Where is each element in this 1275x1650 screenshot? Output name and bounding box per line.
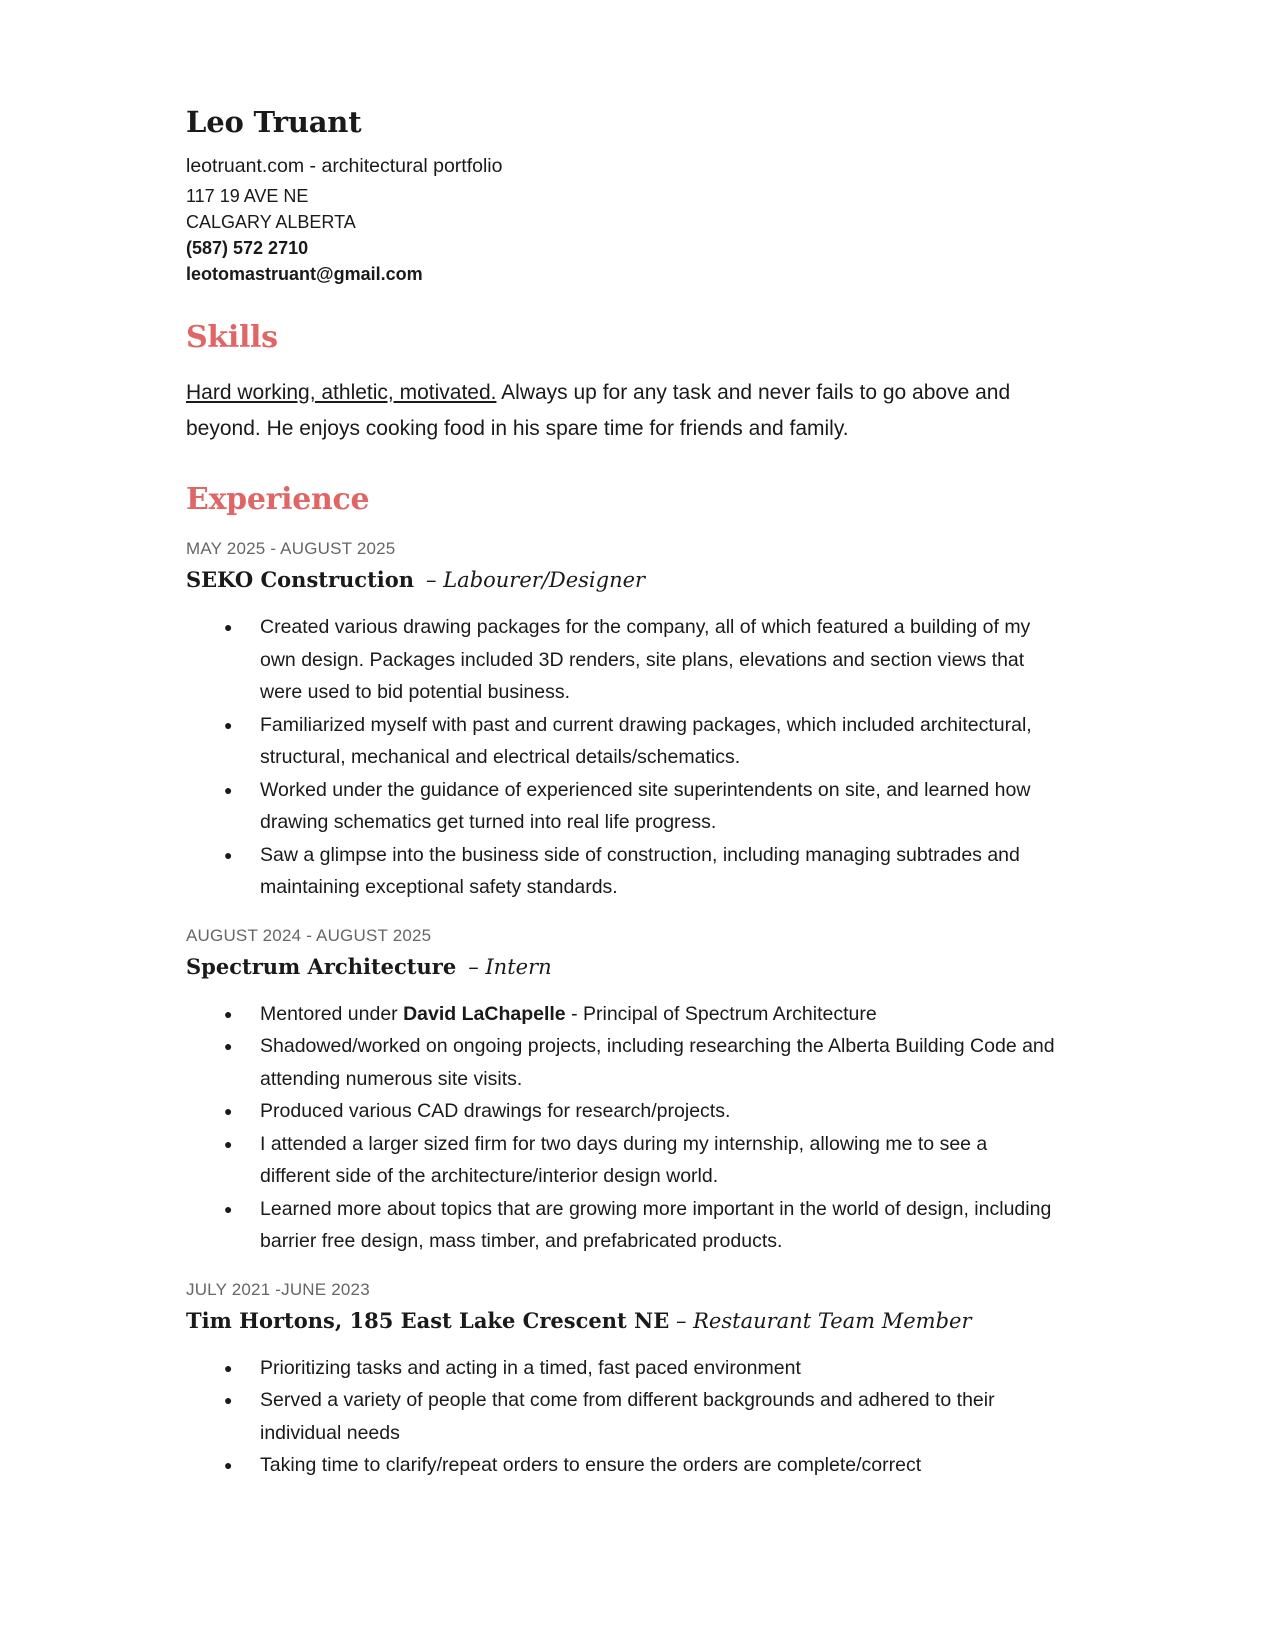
job-heading bbox=[186, 954, 1086, 980]
address-line-2: CALGARY ALBERTA bbox=[186, 212, 356, 232]
bullet-text: Familiarized myself with past and current drawing packages, which included architectural, structural, mechanical and electrical details/schematics. bbox=[260, 713, 1032, 768]
job-bullets bbox=[186, 611, 1086, 904]
portfolio-link[interactable]: leotruant.com - architectural portfolio bbox=[186, 155, 503, 177]
job-bullets bbox=[186, 1352, 1086, 1482]
bullet-text: - Principal of Spectrum Architecture bbox=[565, 1002, 877, 1025]
bullet-text: Mentored under bbox=[260, 1002, 404, 1025]
candidate-name: Leo Truant bbox=[186, 105, 362, 139]
list-item bbox=[186, 774, 1060, 839]
company-name: SEKO Construction bbox=[186, 567, 415, 592]
role-separator-dash: – bbox=[675, 1308, 694, 1333]
bullet-text: Produced various CAD drawings for research/projects. bbox=[260, 1100, 731, 1122]
role-separator bbox=[669, 1309, 676, 1333]
list-item bbox=[186, 998, 1060, 1031]
bullet-icon: ● bbox=[224, 846, 233, 863]
job-role: Restaurant Team Member bbox=[693, 1308, 972, 1333]
job-role: Intern bbox=[485, 954, 552, 979]
job-heading bbox=[186, 567, 1086, 593]
job-entry-spectrum bbox=[186, 926, 1086, 1258]
bullet-icon: ● bbox=[224, 1392, 233, 1408]
list-item bbox=[186, 1128, 1060, 1193]
job-role: Labourer/Designer bbox=[443, 568, 646, 592]
skills-body-text: Always up for any task and never fails to go above and beyond. He enjoys cooking food in his spare time for friends and family. bbox=[186, 381, 1011, 440]
company-name: Spectrum Architecture bbox=[186, 953, 457, 979]
bullet-icon: ● bbox=[224, 1103, 233, 1119]
bullet-text: Prioritizing tasks and acting in a timed, fast paced environment bbox=[260, 1356, 801, 1379]
job-heading bbox=[186, 1308, 1086, 1334]
job-entry-tim-hortons bbox=[186, 1280, 1086, 1482]
bullet-icon: ● bbox=[224, 1005, 233, 1022]
list-item bbox=[186, 1352, 1060, 1385]
list-item bbox=[186, 709, 1060, 774]
job-dates: MAY 2025 - AUGUST 2025 bbox=[186, 539, 396, 558]
job-bullets bbox=[186, 998, 1086, 1258]
bullet-text: Taking time to clarify/repeat orders to ensure the orders are complete/correct bbox=[260, 1454, 922, 1476]
list-item bbox=[186, 611, 1060, 709]
resume-page bbox=[186, 105, 1086, 1482]
bullet-text: I attended a larger sized firm for two days during my internship, allowing me to see a different side of the architecture/interior design world. bbox=[260, 1132, 988, 1187]
skills-summary bbox=[186, 375, 1076, 447]
bullet-icon: ● bbox=[224, 781, 233, 798]
job-entry-seko bbox=[186, 539, 1086, 904]
email-address[interactable]: leotomastruant@gmail.com bbox=[186, 264, 423, 284]
bullet-icon: ● bbox=[224, 619, 233, 635]
list-item bbox=[186, 1030, 1060, 1095]
bullet-text: Saw a glimpse into the business side of construction, including managing subtrades and maintaining exceptional safety standards. bbox=[260, 843, 1020, 898]
company-name: Tim Hortons, 185 East Lake Crescent NE bbox=[186, 1307, 670, 1333]
bullet-text: Shadowed/worked on ongoing projects, including researching the Alberta Building Code and attending numerous site visits. bbox=[260, 1035, 1055, 1090]
phone-number: (587) 572 2710 bbox=[186, 238, 309, 258]
role-separator: – bbox=[426, 568, 444, 592]
bullet-icon: ● bbox=[224, 1359, 233, 1376]
role-separator: – bbox=[468, 954, 486, 979]
bullet-icon: ● bbox=[224, 1200, 233, 1217]
bullet-icon: ● bbox=[224, 1038, 233, 1054]
bullet-icon: ● bbox=[224, 1135, 233, 1152]
mentor-name: David LaChapelle bbox=[403, 1002, 566, 1025]
bullet-text: Created various drawing packages for the company, all of which featured a building of my own design. Packages included 3D renders, site plans, elevations and section views that were used to bid potential business. bbox=[260, 616, 1031, 703]
bullet-text: Served a variety of people that come from different backgrounds and adhered to their individual needs bbox=[260, 1389, 995, 1444]
bullet-text: Learned more about topics that are growing more important in the world of design, including barrier free design, mass timber, and prefabricated products. bbox=[260, 1197, 1052, 1252]
list-item bbox=[186, 1449, 1060, 1482]
bullet-icon: ● bbox=[224, 716, 233, 733]
address-line-1: 117 19 AVE NE bbox=[186, 186, 309, 206]
list-item bbox=[186, 1384, 1060, 1449]
experience-heading: Experience bbox=[186, 482, 370, 517]
job-dates: AUGUST 2024 - AUGUST 2025 bbox=[186, 925, 432, 945]
job-dates: JULY 2021 -JUNE 2023 bbox=[186, 1279, 370, 1299]
list-item bbox=[186, 839, 1060, 904]
bullet-text: Worked under the guidance of experienced site superintendents on site, and learned how drawing schematics get turned into real life progress. bbox=[260, 778, 1031, 833]
contact-block bbox=[186, 153, 1086, 287]
bullet-icon: ● bbox=[224, 1457, 233, 1473]
list-item bbox=[186, 1193, 1060, 1258]
skills-heading: Skills bbox=[186, 320, 278, 355]
skills-underlined-text: Hard working, athletic, motivated. bbox=[186, 381, 497, 404]
list-item bbox=[186, 1095, 1060, 1128]
